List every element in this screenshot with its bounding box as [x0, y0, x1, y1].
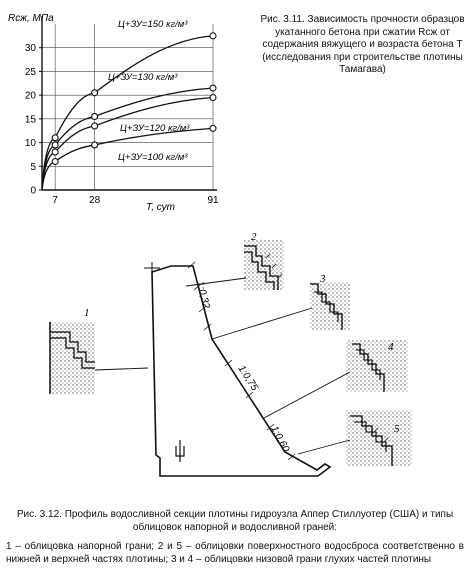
series-line: [42, 98, 213, 190]
callout-3: 3: [320, 273, 326, 285]
x-tick-label: 28: [89, 195, 101, 206]
y-tick-label: 0: [30, 185, 36, 197]
y-tick-label: 25: [24, 66, 36, 78]
facing-detail-3: [212, 282, 350, 339]
y-tick-label: 20: [24, 90, 36, 102]
data-point: [92, 90, 98, 96]
figure-3-12-title: Рис. 3.12. Профиль водосливной секции плотины гидроузла Аппер Стиллуотер (США) и типы облицовок напорной и водосливной граней:: [16, 509, 454, 533]
data-point: [92, 142, 98, 148]
series-line: [42, 36, 213, 190]
x-tick-label: 7: [52, 195, 58, 206]
data-point: [210, 95, 216, 101]
y-tick-label: 15: [24, 114, 36, 126]
y-tick-label: 30: [24, 43, 36, 55]
callout-2: 2: [251, 231, 257, 243]
strength-chart: [8, 13, 219, 213]
series-label: Ц+ЗУ=100 кг/м³: [118, 152, 188, 163]
series-label: Ц+ЗУ=120 кг/м³: [120, 123, 190, 134]
data-point: [210, 33, 216, 39]
facing-detail-5: [298, 410, 412, 466]
figure-3-12-description: 1 – облицовка напорной грани; 2 и 5 – облицовки поверхностного водосброса соответственно в нижней и верхней частях плотины; 3 и 4 – облицовки низовой грани глухих частей плотины: [6, 541, 464, 565]
y-tick-label: 5: [30, 161, 36, 173]
facing-detail-1: [50, 322, 148, 394]
data-point: [52, 142, 58, 148]
x-axis-label: T, сут: [146, 202, 175, 213]
callout-1: 1: [84, 307, 90, 319]
data-point: [92, 123, 98, 129]
figure-3-12-caption: [6, 509, 464, 566]
series-label: Ц+ЗУ=130 кг/м³: [108, 72, 178, 83]
x-tick-label: 91: [207, 195, 219, 206]
data-point: [52, 149, 58, 155]
slope-label-032: 1:0,32: [194, 280, 212, 310]
data-point: [210, 125, 216, 131]
chart-axes: [42, 16, 217, 190]
figure-3-11-caption: Рис. 3.11. Зависимость прочности образцов укатанного бетона при сжатии Rсж от содержания вяжущего и возраста бетона T (исследования при строительстве плотины Тамагава): [260, 14, 465, 75]
gallery-symbol: [176, 440, 184, 462]
series-labels: [108, 19, 190, 163]
data-point: [92, 113, 98, 119]
callout-5: 5: [394, 423, 400, 435]
crest-mark: [144, 262, 160, 274]
data-point: [52, 159, 58, 165]
y-axis-label: Rсж, МПа: [8, 13, 54, 24]
slope-label-060: 1:0,60: [268, 424, 292, 454]
series-label: Ц+ЗУ=150 кг/м³: [118, 19, 188, 30]
y-tick-label: 10: [24, 138, 36, 150]
data-point: [52, 135, 58, 141]
callout-4: 4: [388, 341, 394, 353]
chart-grid: [42, 24, 213, 190]
facing-detail-4: [264, 340, 408, 418]
data-point: [210, 85, 216, 91]
slope-label-075: 1:0,75: [235, 363, 260, 393]
